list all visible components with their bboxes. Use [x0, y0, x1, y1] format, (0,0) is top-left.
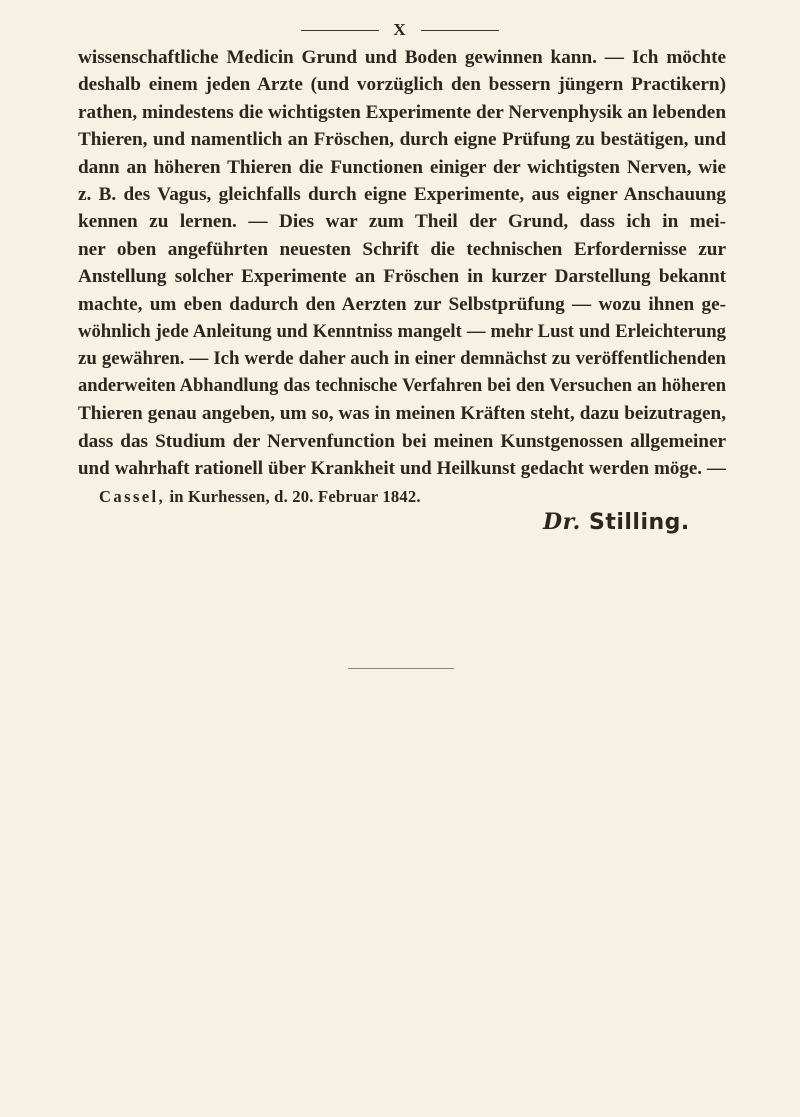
text-line: wissenschaftliche Medicin Grund und Boden gewinnen kann. — Ich möchte	[78, 47, 726, 68]
dateline-city: Cassel,	[99, 487, 166, 506]
text-line: kennen zu lernen. — Dies war zum Theil der Grund, dass ich in mei-	[78, 211, 726, 233]
signature-name: Stilling.	[580, 510, 690, 535]
text-line: wöhnlich jede Anleitung und Kenntniss mangelt — mehr Lust und Erleichterung	[78, 321, 726, 343]
closing-rule	[348, 668, 454, 669]
text-line: ner oben angeführten neuesten Schrift die technischen Erfordernisse zur	[78, 238, 726, 260]
dateline-date: in Kurhessen, d. 20. Februar 1842.	[165, 487, 421, 506]
text-line: dann an höheren Thieren die Functionen einiger der wichtigsten Nerven, wie	[78, 156, 726, 178]
body-paragraph	[78, 44, 726, 483]
signature-title: Dr.	[543, 509, 581, 535]
text-line: dass das Studium der Nervenfunction bei meinen Kunstgenossen allgemeiner	[78, 430, 726, 452]
text-line: rathen, mindestens die wichtigsten Experimente der Nervenphysik an lebenden	[78, 101, 726, 123]
page-header	[0, 18, 800, 42]
page-number: X	[393, 20, 407, 39]
dateline	[99, 487, 421, 507]
author-signature	[543, 509, 690, 535]
text-line: Thieren genau angeben, um so, was in meinen Kräften steht, dazu beizutragen,	[78, 403, 726, 425]
text-line: deshalb einem jeden Arzte (und vorzüglich den bessern jüngern Practikern)	[78, 74, 726, 96]
text-line: Thieren, und namentlich an Fröschen, durch eigne Prüfung zu bestätigen, und	[78, 129, 726, 151]
header-rule-left	[301, 30, 379, 31]
text-line: anderweiten Abhandlung das technische Verfahren bei den Versuchen an höheren	[78, 375, 726, 396]
text-line: zu gewähren. — Ich werde daher auch in einer demnächst zu veröffentlichenden	[78, 348, 726, 370]
text-line: machte, um eben dadurch den Aerzten zur Selbstprüfung — wozu ihnen ge-	[78, 293, 726, 315]
text-line: Anstellung solcher Experimente an Fröschen in kurzer Darstellung bekannt	[78, 266, 726, 288]
text-line: z. B. des Vagus, gleichfalls durch eigne Experimente, aus eigner Anschauung	[78, 184, 726, 206]
text-line: und wahrhaft rationell über Krankheit und Heilkunst gedacht werden möge. —	[78, 458, 726, 480]
header-rule-right	[421, 30, 499, 31]
